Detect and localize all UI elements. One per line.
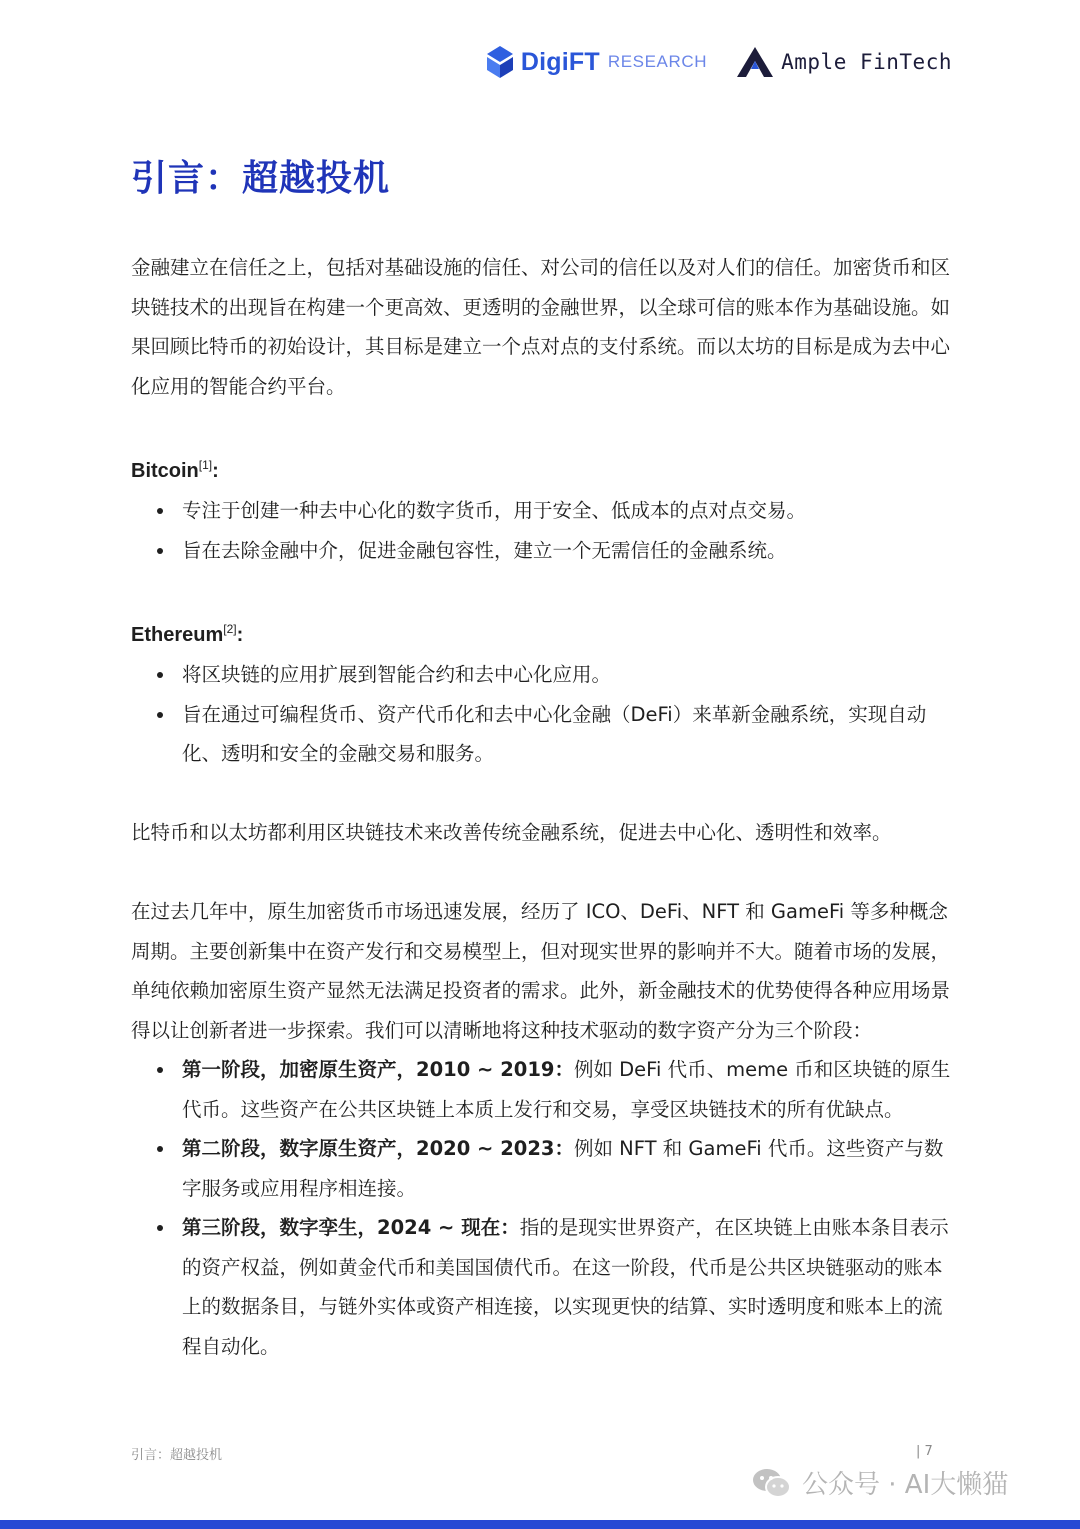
digift-research-label: RESEARCH xyxy=(607,52,708,71)
phase-lead: 第一阶段，加密原生资产，2010 ~ 2019： xyxy=(182,1058,574,1081)
list-item: 旨在通过可编程货币、资产代币化和去中心化金融（DeFi）来革新金融系统，实现自动化、透明和安全的金融交易和服务。 xyxy=(131,695,953,774)
page-title: 引言：超越投机 xyxy=(131,158,391,199)
bottom-accent-bar xyxy=(0,1520,1080,1529)
ethereum-heading-text: Ethereum xyxy=(131,623,224,646)
phase-item xyxy=(131,1129,953,1208)
intro-paragraph: 金融建立在信任之上，包括对基础设施的信任、对公司的信任以及对人们的信任。加密货币和区块链技术的出现旨在构建一个更高效、更透明的金融世界，以全球可信的账本作为基础设施。如果回顾比特币的初始设计，其目标是建立一个点对点的支付系统。而以太坊的目标是成为去中心化应用的智能合约平台。 xyxy=(131,256,951,398)
ethereum-heading-colon: : xyxy=(236,623,244,646)
list-item: 专注于创建一种去中心化的数字货币，用于安全、低成本的点对点交易。 xyxy=(131,491,953,531)
page-number: | 7 xyxy=(916,1444,933,1459)
ample-fintech-name: Ample FinTech xyxy=(781,50,952,74)
history-paragraph: 在过去几年中，原生加密货币市场迅速发展，经历了 ICO、DeFi、NFT 和 GameFi 等多种概念周期。主要创新集中在资产发行和交易模型上，但对现实世界的影响并不大。随着市场的发展，单纯依赖加密原生资产显然无法满足投资者的需求。此外，新金融技术的优势使得各种应用场景得以让创新者进一步探索。我们可以清晰地将这种技术驱动的数字资产分为三个阶段： xyxy=(131,900,951,1042)
ethereum-reference[interactable]: [2] xyxy=(223,621,237,636)
ample-fintech-logo xyxy=(735,45,952,79)
ethereum-heading xyxy=(131,610,953,656)
list-item: 将区块链的应用扩展到智能合约和去中心化应用。 xyxy=(131,655,953,695)
phase-lead: 第二阶段，数字原生资产，2020 ~ 2023： xyxy=(182,1137,574,1160)
phase-text: 指的是现实世界资产，在区块链上由账本条目表示的资产权益，例如黄金代币和美国国债代币。在这一阶段，代币是公共区块链驱动的账本上的数据条目，与链外实体或资产相连接，以实现更快的结算、实时透明度和账本上的流程自动化。 xyxy=(182,1216,949,1358)
phase-text: 例如 DeFi 代币、meme 币和区块链的原生代币。这些资产在公共区块链上本质上发行和交易，享受区块链技术的所有优缺点。 xyxy=(182,1058,951,1121)
bitcoin-reference[interactable]: [1] xyxy=(198,457,213,472)
watermark xyxy=(752,1464,1008,1501)
footer-section-label: 引言：超越投机 xyxy=(131,1448,223,1463)
digift-logo xyxy=(485,45,707,79)
main-content xyxy=(131,248,953,1366)
bitcoin-list xyxy=(131,491,953,570)
list-item: 旨在去除金融中介，促进金融包容性，建立一个无需信任的金融系统。 xyxy=(131,531,953,571)
phase-lead: 第三阶段，数字孪生，2024 ~ 现在： xyxy=(182,1216,520,1239)
bitcoin-heading-text: Bitcoin xyxy=(131,459,199,482)
digift-name: DigiFT xyxy=(520,47,600,76)
phase-item xyxy=(131,1050,953,1129)
phase-list xyxy=(131,1050,953,1366)
watermark-text: 公众号 · AI大懒猫 xyxy=(802,1470,1009,1500)
page-header xyxy=(485,38,952,86)
phase-item xyxy=(131,1208,953,1366)
summary-paragraph: 比特币和以太坊都利用区块链技术来改善传统金融系统，促进去中心化、透明性和效率。 xyxy=(131,821,892,844)
digift-icon xyxy=(485,45,515,79)
bitcoin-heading xyxy=(131,446,953,492)
wechat-icon xyxy=(752,1466,792,1500)
bitcoin-heading-colon: : xyxy=(212,459,219,482)
ethereum-list xyxy=(131,655,953,774)
phase-text: 例如 NFT 和 GameFi 代币。这些资产与数字服务或应用程序相连接。 xyxy=(182,1137,944,1200)
ample-logo-icon xyxy=(735,45,775,79)
